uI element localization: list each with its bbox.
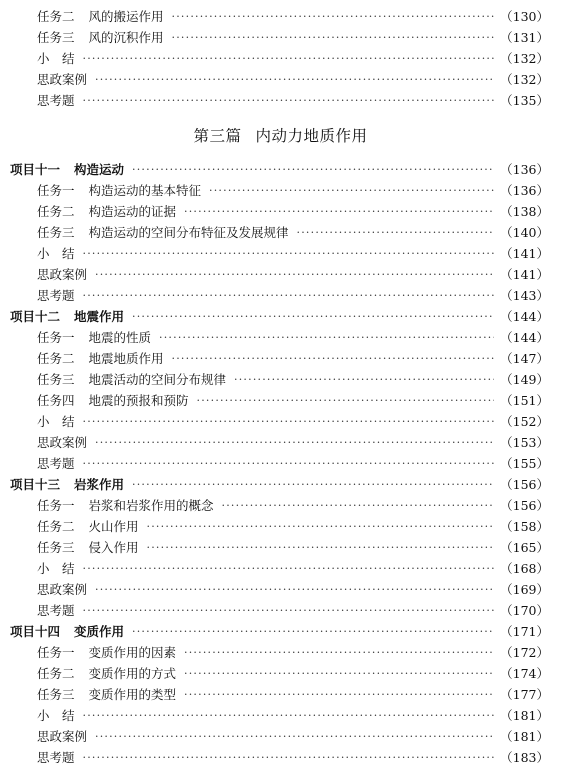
dot-leader: [184, 684, 494, 705]
dot-leader: [147, 537, 495, 558]
toc-entry[interactable]: [0, 180, 561, 201]
toc-project-heading[interactable]: [0, 306, 561, 327]
toc-entry[interactable]: [0, 348, 561, 369]
toc-entry-title: 风的沉积作用: [88, 30, 164, 45]
toc-entry[interactable]: [0, 390, 561, 411]
dot-leader: [95, 726, 494, 747]
toc-entry-number: 思考题: [37, 93, 75, 108]
toc-entry-number: 任务四: [37, 393, 75, 408]
table-of-contents: [0, 6, 561, 768]
page-number: （141）: [500, 267, 549, 282]
toc-entry-label: [37, 495, 214, 516]
page-number: （153）: [500, 435, 549, 450]
toc-entry-label: [37, 27, 164, 48]
toc-entry-label: [37, 726, 87, 747]
page-number: （155）: [500, 456, 549, 471]
toc-entry-title: 地震作用: [74, 309, 125, 324]
toc-entry-number: 项目十四: [10, 624, 61, 639]
toc-entry-number: 项目十二: [10, 309, 61, 324]
page-number: （144）: [500, 330, 549, 345]
page-number: （136）: [500, 183, 549, 198]
toc-entry-title: 构造运动的空间分布特征及发展规律: [88, 225, 289, 240]
dot-leader: [83, 48, 495, 69]
toc-entry-number: 任务二: [37, 666, 75, 681]
toc-entry[interactable]: [0, 6, 561, 27]
dot-leader: [95, 69, 494, 90]
toc-entry-number: 思政案例: [37, 582, 88, 597]
toc-entry-label: [37, 684, 176, 705]
page-number: （174）: [500, 666, 549, 681]
toc-entry-title: 侵入作用: [88, 540, 139, 555]
toc-entry[interactable]: [0, 327, 561, 348]
toc-entry-title: 变质作用: [74, 624, 125, 639]
dot-leader: [95, 264, 494, 285]
toc-entry-title: 变质作用的类型: [88, 687, 177, 702]
dot-leader: [172, 27, 495, 48]
dot-leader: [95, 579, 494, 600]
toc-entry[interactable]: [0, 516, 561, 537]
page-number: （138）: [500, 204, 549, 219]
dot-leader: [159, 327, 494, 348]
toc-entry-label: [37, 390, 189, 411]
toc-entry-number: 项目十三: [10, 477, 61, 492]
page-number: （132）: [500, 51, 549, 66]
toc-entry-number: 项目十一: [10, 162, 61, 177]
part-number: 第三篇: [193, 127, 242, 145]
toc-entry-number: 任务三: [37, 30, 75, 45]
toc-entry-number: 任务三: [37, 372, 75, 387]
toc-entry-label: [37, 327, 151, 348]
dot-leader: [132, 306, 494, 327]
dot-leader: [147, 516, 495, 537]
toc-entry-number: 任务二: [37, 9, 75, 24]
toc-project-heading[interactable]: [0, 159, 561, 180]
toc-entry-label: [37, 285, 75, 306]
toc-entry-label: [10, 159, 124, 180]
toc-entry[interactable]: [0, 705, 561, 726]
dot-leader: [95, 432, 494, 453]
toc-entry[interactable]: [0, 453, 561, 474]
toc-entry[interactable]: [0, 579, 561, 600]
toc-entry-title: 火山作用: [88, 519, 139, 534]
toc-entry-number: 思考题: [37, 603, 75, 618]
toc-entry-title: 岩浆作用: [74, 477, 125, 492]
toc-entry-title: 岩浆和岩浆作用的概念: [88, 498, 214, 513]
toc-entry-number: 任务一: [37, 498, 75, 513]
toc-entry-title: 地震地质作用: [88, 351, 164, 366]
toc-entry[interactable]: [0, 69, 561, 90]
dot-leader: [172, 6, 495, 27]
toc-entry-number: 小 结: [37, 561, 75, 576]
toc-entry-number: 思政案例: [37, 267, 88, 282]
page-number: （156）: [500, 498, 549, 513]
dot-leader: [132, 621, 494, 642]
toc-entry-number: 任务一: [37, 183, 75, 198]
dot-leader: [83, 747, 495, 768]
toc-entry-label: [37, 432, 87, 453]
toc-entry[interactable]: [0, 411, 561, 432]
dot-leader: [83, 600, 495, 621]
toc-project-heading[interactable]: [0, 474, 561, 495]
toc-entry-title: 构造运动的基本特征: [88, 183, 202, 198]
toc-entry-title: 变质作用的因素: [88, 645, 177, 660]
page-number: （144）: [500, 309, 549, 324]
toc-entry-number: 任务三: [37, 540, 75, 555]
toc-entry-number: 小 结: [37, 246, 75, 261]
dot-leader: [297, 222, 495, 243]
dot-leader: [83, 558, 495, 579]
toc-entry-label: [37, 201, 176, 222]
page-number: （158）: [500, 519, 549, 534]
part-title: 内动力地质作用: [255, 127, 368, 145]
dot-leader: [184, 642, 494, 663]
toc-entry-number: 思考题: [37, 750, 75, 765]
page-number: （181）: [500, 729, 549, 744]
page-number: （169）: [500, 582, 549, 597]
page-number: （141）: [500, 246, 549, 261]
toc-entry-label: [37, 90, 75, 111]
page-number: （172）: [500, 645, 549, 660]
toc-entry-label: [37, 264, 87, 285]
page-number: （132）: [500, 72, 549, 87]
page-number: （131）: [500, 30, 549, 45]
toc-entry-label: [37, 243, 75, 264]
toc-entry-label: [37, 411, 75, 432]
dot-leader: [83, 90, 495, 111]
page-number: （149）: [500, 372, 549, 387]
page-number: （143）: [500, 288, 549, 303]
dot-leader: [132, 474, 494, 495]
dot-leader: [184, 663, 494, 684]
toc-entry[interactable]: [0, 495, 561, 516]
toc-entry-label: [37, 6, 164, 27]
toc-entry-label: [37, 747, 75, 768]
page-number: （152）: [500, 414, 549, 429]
toc-entry[interactable]: [0, 642, 561, 663]
toc-entry-label: [37, 663, 176, 684]
toc-entry-label: [37, 69, 87, 90]
dot-leader: [83, 453, 495, 474]
toc-entry-label: [37, 48, 75, 69]
toc-entry-label: [37, 348, 164, 369]
dot-leader: [83, 285, 495, 306]
toc-entry-label: [37, 600, 75, 621]
toc-entry-label: [10, 474, 124, 495]
toc-entry-number: 思政案例: [37, 435, 88, 450]
page-number: （136）: [500, 162, 549, 177]
dot-leader: [83, 243, 495, 264]
page-number: （130）: [500, 9, 549, 24]
toc-entry-label: [37, 369, 226, 390]
toc-entry-label: [37, 222, 289, 243]
toc-entry-title: 地震的性质: [88, 330, 152, 345]
toc-entry[interactable]: [0, 201, 561, 222]
toc-entry-title: 构造运动的证据: [88, 204, 177, 219]
toc-entry-label: [37, 705, 75, 726]
toc-entry-number: 任务一: [37, 645, 75, 660]
toc-entry-label: [10, 621, 124, 642]
toc-entry-number: 任务一: [37, 330, 75, 345]
toc-entry-title: 构造运动: [74, 162, 125, 177]
toc-entry-label: [37, 453, 75, 474]
page-number: （181）: [500, 708, 549, 723]
toc-entry-label: [37, 579, 87, 600]
page-number: （140）: [500, 225, 549, 240]
toc-entry[interactable]: [0, 222, 561, 243]
toc-entry-title: 变质作用的方式: [88, 666, 177, 681]
toc-entry[interactable]: [0, 600, 561, 621]
toc-entry[interactable]: [0, 684, 561, 705]
dot-leader: [83, 411, 495, 432]
toc-entry-label: [10, 306, 124, 327]
page-number: （135）: [500, 93, 549, 108]
toc-entry-title: 地震活动的空间分布规律: [88, 372, 227, 387]
page-number: （171）: [500, 624, 549, 639]
toc-entry-number: 任务三: [37, 225, 75, 240]
toc-entry[interactable]: [0, 285, 561, 306]
project-list: [0, 159, 561, 768]
toc-entry-number: 任务三: [37, 687, 75, 702]
toc-entry[interactable]: [0, 264, 561, 285]
top-entry-list: [0, 6, 561, 111]
dot-leader: [222, 495, 495, 516]
toc-entry[interactable]: [0, 747, 561, 768]
dot-leader: [172, 348, 495, 369]
page-number: （168）: [500, 561, 549, 576]
dot-leader: [184, 201, 494, 222]
toc-entry[interactable]: [0, 663, 561, 684]
toc-entry[interactable]: [0, 432, 561, 453]
toc-entry[interactable]: [0, 537, 561, 558]
toc-entry[interactable]: [0, 48, 561, 69]
dot-leader: [209, 180, 494, 201]
page-number: （165）: [500, 540, 549, 555]
toc-entry-label: [37, 516, 139, 537]
dot-leader: [234, 369, 494, 390]
toc-project-heading[interactable]: [0, 621, 561, 642]
page-number: （151）: [500, 393, 549, 408]
page-number: （177）: [500, 687, 549, 702]
dot-leader: [197, 390, 495, 411]
toc-entry[interactable]: [0, 726, 561, 747]
toc-entry-number: 思考题: [37, 456, 75, 471]
toc-entry-number: 任务二: [37, 519, 75, 534]
toc-entry-label: [37, 180, 201, 201]
toc-entry-title: 风的搬运作用: [88, 9, 164, 24]
toc-entry-number: 思政案例: [37, 729, 88, 744]
toc-entry-label: [37, 558, 75, 579]
page-number: （147）: [500, 351, 549, 366]
toc-entry[interactable]: [0, 369, 561, 390]
toc-entry-number: 思考题: [37, 288, 75, 303]
toc-entry-label: [37, 537, 139, 558]
toc-entry[interactable]: [0, 90, 561, 111]
page-number: （170）: [500, 603, 549, 618]
dot-leader: [83, 705, 495, 726]
part-heading: [0, 111, 561, 159]
toc-entry-number: 任务二: [37, 204, 75, 219]
toc-entry-label: [37, 642, 176, 663]
toc-entry-number: 小 结: [37, 708, 75, 723]
toc-entry[interactable]: [0, 558, 561, 579]
toc-entry-title: 地震的预报和预防: [88, 393, 189, 408]
toc-entry-number: 思政案例: [37, 72, 88, 87]
toc-entry-number: 小 结: [37, 51, 75, 66]
page-number: （183）: [500, 750, 549, 765]
toc-entry-number: 任务二: [37, 351, 75, 366]
page-number: （156）: [500, 477, 549, 492]
toc-entry-number: 小 结: [37, 414, 75, 429]
toc-entry[interactable]: [0, 27, 561, 48]
toc-entry[interactable]: [0, 243, 561, 264]
dot-leader: [132, 159, 494, 180]
